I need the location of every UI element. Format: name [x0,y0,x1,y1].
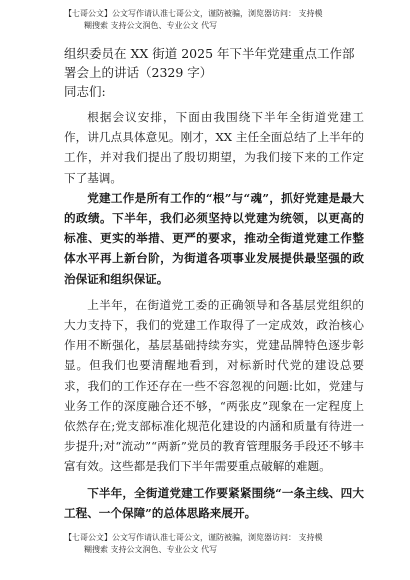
footer-banner-line-1: 【七哥公文】公文写作请认准七哥公文，谨防被骗，浏览器访问： 支持模 [64,533,323,542]
paragraph-party-building: 党建工作是所有工作的“根”与“魂”，抓好党建是最大的政绩。下半年，我们必须坚持以党建为统领，以更高的标准、更实的举措、更严的要求，推动全街道党建工作整体水平再上新台阶，为街道各项事业发展提供最坚强的政治保证和组织保证。 [64,190,364,286]
header-banner [64,8,364,32]
salutation: 同志们: [64,84,106,99]
footer-banner-line-2: 糊搜索 支持公文润色、专业公文 代写 [84,545,218,554]
paragraph-second-half-plan: 下半年，全街道党建工作要紧紧围绕“一条主线、四大工程、一个保障”的总体思路来展开。 [64,485,364,520]
footer-banner [64,532,364,556]
header-banner-line-2: 糊搜索 支持公文润色、专业公文 代写 [84,21,218,30]
document-body [64,107,364,523]
paragraph-intro: 根据会议安排，下面由我围绕下半年全街道党建工作，讲几点具体意见。刚才，XX 主任全面总结了上半年的工作，并对我们提出了殷切期望，为我们接下来的工作定下了基调。 [64,110,364,185]
paragraph-first-half-review: 上半年，在街道党工委的正确领导和各基层党组织的大力支持下，我们的党建工作取得了一定成效，政治核心作用不断强化，基层基础持续夯实，党建品牌特色逐步彰显。但我们也要清醒地看到，对标新时代党的建设总要求，我们的工作还存在一些不容忽视的问题:比如，党建与业务工作的深度融合还不够，“两张皮”现象在一定程度上依然存在;党支部标准化规范化建设的内涵和质量有待进一步提升;对“流动”“两新”党员的教育管理服务手段还不够丰富有效。这些都是我们下半年需要重点破解的难题。 [64,297,364,474]
header-banner-line-1: 【七哥公文】公文写作请认准七哥公文，谨防被骗，浏览器访问： 支持模 [64,9,323,18]
document-title: 组织委员在 XX 街道 2025 年下半年党建重点工作部署会上的讲话（2329 字） [64,46,355,80]
